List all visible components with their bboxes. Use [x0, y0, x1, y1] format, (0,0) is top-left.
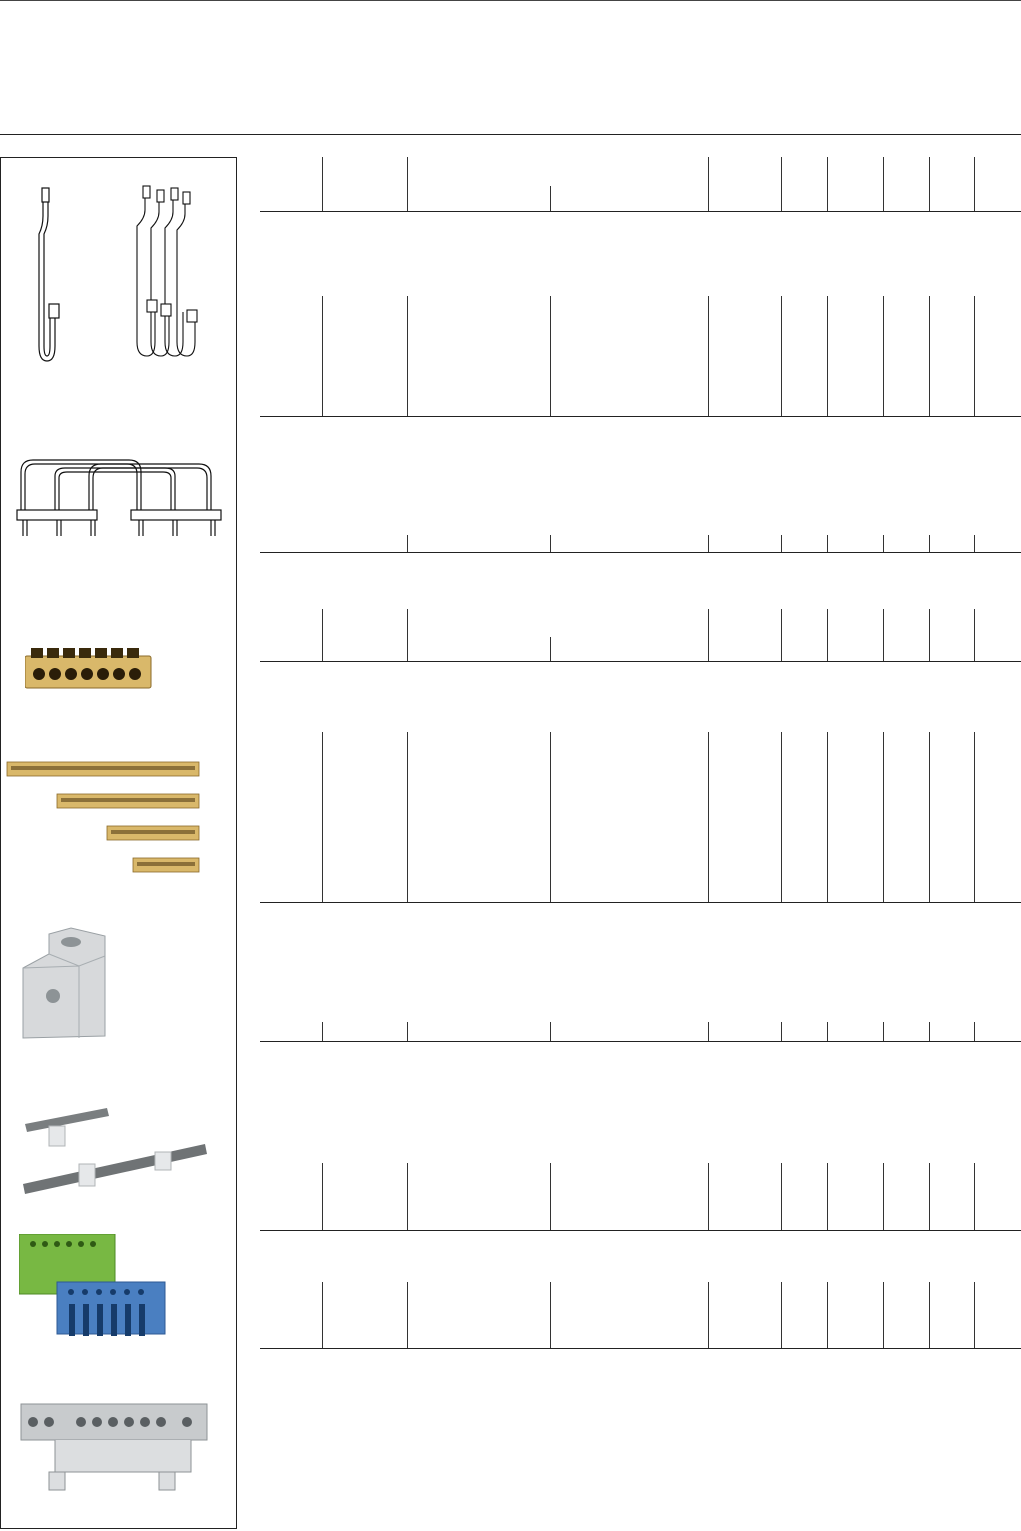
table-divider [974, 1163, 975, 1230]
table-divider [708, 535, 709, 552]
insulating-support-photo [19, 926, 109, 1046]
table-divider [974, 1022, 975, 1041]
table-divider [929, 609, 930, 661]
table-divider [708, 1022, 709, 1041]
table-rule [260, 1348, 1021, 1349]
table-divider [827, 732, 828, 902]
table-divider [322, 1163, 323, 1230]
table-divider [781, 296, 782, 416]
table-divider [929, 1022, 930, 1041]
brass-terminal-strips-photo [5, 756, 205, 880]
table-divider [883, 1282, 884, 1348]
table-divider [883, 535, 884, 552]
table-divider [929, 1163, 930, 1230]
table-divider [708, 732, 709, 902]
table-divider [827, 296, 828, 416]
table-divider [550, 296, 551, 416]
product-table [260, 0, 1021, 1531]
table-divider [827, 535, 828, 552]
single-wire-bridge-drawing [29, 186, 69, 366]
table-divider [883, 609, 884, 661]
table-divider [407, 609, 408, 661]
table-divider [550, 1282, 551, 1348]
table-divider [929, 1282, 930, 1348]
table-divider [708, 609, 709, 661]
table-divider [883, 157, 884, 211]
table-divider [550, 1022, 551, 1041]
table-divider [407, 535, 408, 552]
table-divider [883, 1022, 884, 1041]
table-divider [550, 637, 551, 661]
table-divider [827, 609, 828, 661]
table-divider [708, 1282, 709, 1348]
din-rail-terminal-block-photo [19, 1390, 211, 1494]
table-divider [781, 157, 782, 211]
table-divider [407, 1282, 408, 1348]
table-divider [827, 157, 828, 211]
table-divider [781, 732, 782, 902]
table-divider [322, 157, 323, 211]
table-rule [260, 1041, 1021, 1042]
table-divider [974, 157, 975, 211]
u-comb-bridge-drawing [15, 454, 227, 544]
table-divider [781, 1163, 782, 1230]
table-divider [407, 732, 408, 902]
table-divider [827, 1022, 828, 1041]
table-rule [260, 416, 1021, 417]
table-divider [781, 609, 782, 661]
table-divider [929, 157, 930, 211]
table-divider [929, 296, 930, 416]
table-divider [407, 1022, 408, 1041]
table-divider [322, 1022, 323, 1041]
table-rule [260, 1230, 1021, 1231]
table-divider [974, 296, 975, 416]
green-blue-terminal-blocks-photo [19, 1234, 169, 1344]
brass-terminal-block-photo [25, 646, 153, 690]
table-divider [407, 157, 408, 211]
table-divider [974, 609, 975, 661]
table-divider [827, 1282, 828, 1348]
table-divider [974, 535, 975, 552]
table-divider [929, 535, 930, 552]
table-divider [781, 1282, 782, 1348]
table-divider [550, 535, 551, 552]
table-rule [260, 902, 1021, 903]
table-divider [929, 732, 930, 902]
product-image-panel [0, 157, 237, 1529]
table-divider [322, 1282, 323, 1348]
table-divider [708, 1163, 709, 1230]
table-divider [708, 157, 709, 211]
table-rule [260, 661, 1021, 662]
table-divider [883, 732, 884, 902]
table-rule [260, 552, 1021, 553]
table-rule [260, 211, 1021, 212]
table-divider [883, 296, 884, 416]
table-divider [974, 732, 975, 902]
table-divider [550, 1163, 551, 1230]
multi-wire-bridge-drawing [127, 182, 207, 362]
table-divider [883, 1163, 884, 1230]
terminal-rails-on-supports-photo [19, 1102, 211, 1198]
table-divider [407, 1163, 408, 1230]
table-divider [781, 1022, 782, 1041]
table-divider [407, 296, 408, 416]
table-divider [708, 296, 709, 416]
table-divider [781, 535, 782, 552]
table-divider [827, 1163, 828, 1230]
table-divider [550, 732, 551, 902]
table-divider [974, 1282, 975, 1348]
table-divider [322, 732, 323, 902]
table-divider [322, 296, 323, 416]
table-divider [550, 186, 551, 211]
table-divider [322, 609, 323, 661]
